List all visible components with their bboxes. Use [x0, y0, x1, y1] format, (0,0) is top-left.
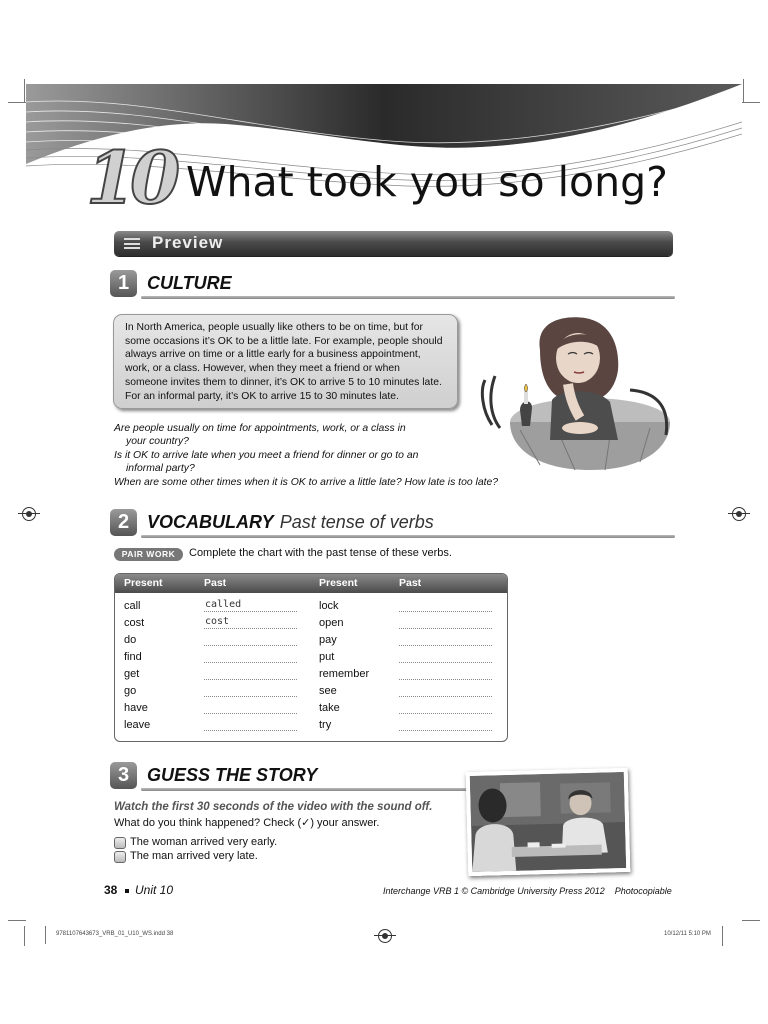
vocabulary-instruction: Complete the chart with the past tense of these verbs.: [189, 547, 452, 559]
preview-bar: [114, 231, 673, 256]
answer-blank[interactable]: [399, 611, 492, 612]
verb-present: cost: [124, 617, 145, 629]
section-title-culture: CULTURE: [147, 273, 232, 293]
answer-blank[interactable]: [204, 662, 297, 663]
page-title: What took you so long?: [186, 158, 668, 206]
verb-present: try: [319, 719, 332, 731]
crop-mark: [742, 920, 760, 921]
paragraph-line: In North America, people usually like others to be on time, but for: [125, 322, 424, 333]
answer-blank[interactable]: [204, 679, 297, 680]
verb-present: put: [319, 651, 335, 663]
paragraph-line: someone invites them to dinner, it’s OK to arrive 5 to 10 minutes late.: [125, 376, 442, 388]
option-checkbox[interactable]: [114, 837, 126, 849]
crop-mark: [742, 102, 760, 103]
option-checkbox[interactable]: [114, 851, 126, 863]
section-title-vocabulary: [147, 512, 434, 533]
answer-blank[interactable]: [399, 713, 492, 714]
answer-blank[interactable]: [204, 713, 297, 714]
verb-present: have: [124, 702, 148, 714]
menu-lines-icon: [124, 238, 140, 249]
answer-blank[interactable]: [399, 696, 492, 697]
paragraph-line: work, or a class. However, when they meet a friend or when: [125, 363, 400, 375]
verb-past-answer: called: [205, 599, 242, 610]
paragraph-line: always arrive on time or a little early for a business appointment,: [125, 349, 421, 361]
answer-blank[interactable]: [399, 662, 492, 663]
registration-mark-icon: [22, 507, 36, 521]
verb-present: go: [124, 685, 137, 697]
verb-present: call: [124, 600, 141, 612]
answer-blank[interactable]: [399, 645, 492, 646]
waiting-woman-illustration: [480, 310, 676, 474]
vocabulary-subtitle: Past tense of verbs: [279, 512, 434, 532]
section-divider: [141, 296, 675, 299]
column-header: Past: [204, 577, 227, 589]
answer-blank[interactable]: [204, 730, 297, 731]
column-header: Present: [124, 577, 163, 589]
option-label: The man arrived very late.: [130, 850, 258, 862]
verb-present: lock: [319, 600, 339, 612]
verb-present: pay: [319, 634, 337, 646]
preview-label: Preview: [152, 233, 224, 252]
pair-work-badge: PAIR WORK: [114, 548, 183, 561]
paragraph-line: For an informal party, it’s OK to arrive 15 to 30 minutes late.: [125, 390, 399, 402]
photocopiable-text: Photocopiable: [614, 886, 672, 896]
option-label: The woman arrived very early.: [130, 836, 278, 848]
credit-text: Interchange VRB 1 © Cambridge University Press 2012: [383, 886, 605, 896]
crop-mark: [24, 79, 25, 103]
culture-paragraph: [125, 321, 453, 403]
crop-mark: [8, 102, 26, 103]
page-number: 38: [104, 883, 118, 897]
video-still-photo: [466, 768, 631, 876]
section-number-2: 2: [110, 509, 137, 536]
verb-present: do: [124, 634, 137, 646]
verb-present: leave: [124, 719, 151, 731]
discussion-question: Is it OK to arrive late when you meet a friend for dinner or go to an: [114, 450, 419, 461]
verb-chart: [114, 573, 508, 742]
verb-chart-header: [115, 574, 507, 593]
registration-mark-icon: [732, 507, 746, 521]
discussion-question: your country?: [126, 436, 189, 447]
video-instruction: Watch the first 30 seconds of the video with the sound off.: [114, 801, 433, 813]
crop-mark: [24, 926, 25, 946]
vocabulary-title: VOCABULARY: [147, 512, 274, 532]
answer-blank[interactable]: [399, 628, 492, 629]
crop-mark: [722, 926, 723, 946]
registration-mark-icon: [378, 929, 392, 943]
footer-credit: [383, 886, 672, 896]
verb-present: find: [124, 651, 142, 663]
culture-text-box: [113, 314, 458, 409]
slug-date: 10/12/11 5:10 PM: [664, 931, 711, 937]
answer-blank[interactable]: [204, 645, 297, 646]
verb-past-answer: cost: [205, 616, 230, 627]
verb-present: see: [319, 685, 337, 697]
column-header: Past: [399, 577, 422, 589]
section-divider: [141, 535, 675, 538]
check-instruction: What do you think happened? Check (✓) your answer.: [114, 817, 380, 829]
answer-blank[interactable]: [204, 696, 297, 697]
answer-blank[interactable]: [204, 611, 297, 612]
paragraph-line: some occasions it’s OK to be a little late. For example, people should: [125, 335, 443, 347]
discussion-question: informal party?: [126, 463, 195, 474]
bullet-icon: [125, 889, 129, 893]
column-header: Present: [319, 577, 358, 589]
verb-present: take: [319, 702, 340, 714]
crop-mark: [743, 79, 744, 103]
slug-file-name: 9781107643673_VRB_01_U10_WS.indd 38: [56, 931, 174, 937]
answer-blank[interactable]: [399, 730, 492, 731]
section-number-3: 3: [110, 762, 137, 789]
verb-present: open: [319, 617, 344, 629]
crop-mark: [45, 926, 46, 944]
verb-present: get: [124, 668, 140, 680]
verb-present: remember: [319, 668, 370, 680]
section-title-guess: GUESS THE STORY: [147, 765, 318, 785]
crop-mark: [8, 920, 26, 921]
answer-blank[interactable]: [399, 679, 492, 680]
footer-unit-label: Unit 10: [135, 883, 174, 897]
unit-number: 10: [86, 135, 175, 220]
discussion-question: Are people usually on time for appointments, work, or a class in: [114, 423, 406, 434]
discussion-question: When are some other times when it is OK to arrive a little late? How late is too late?: [114, 477, 499, 488]
answer-blank[interactable]: [204, 628, 297, 629]
section-number-1: 1: [110, 270, 137, 297]
section-divider: [141, 788, 471, 791]
